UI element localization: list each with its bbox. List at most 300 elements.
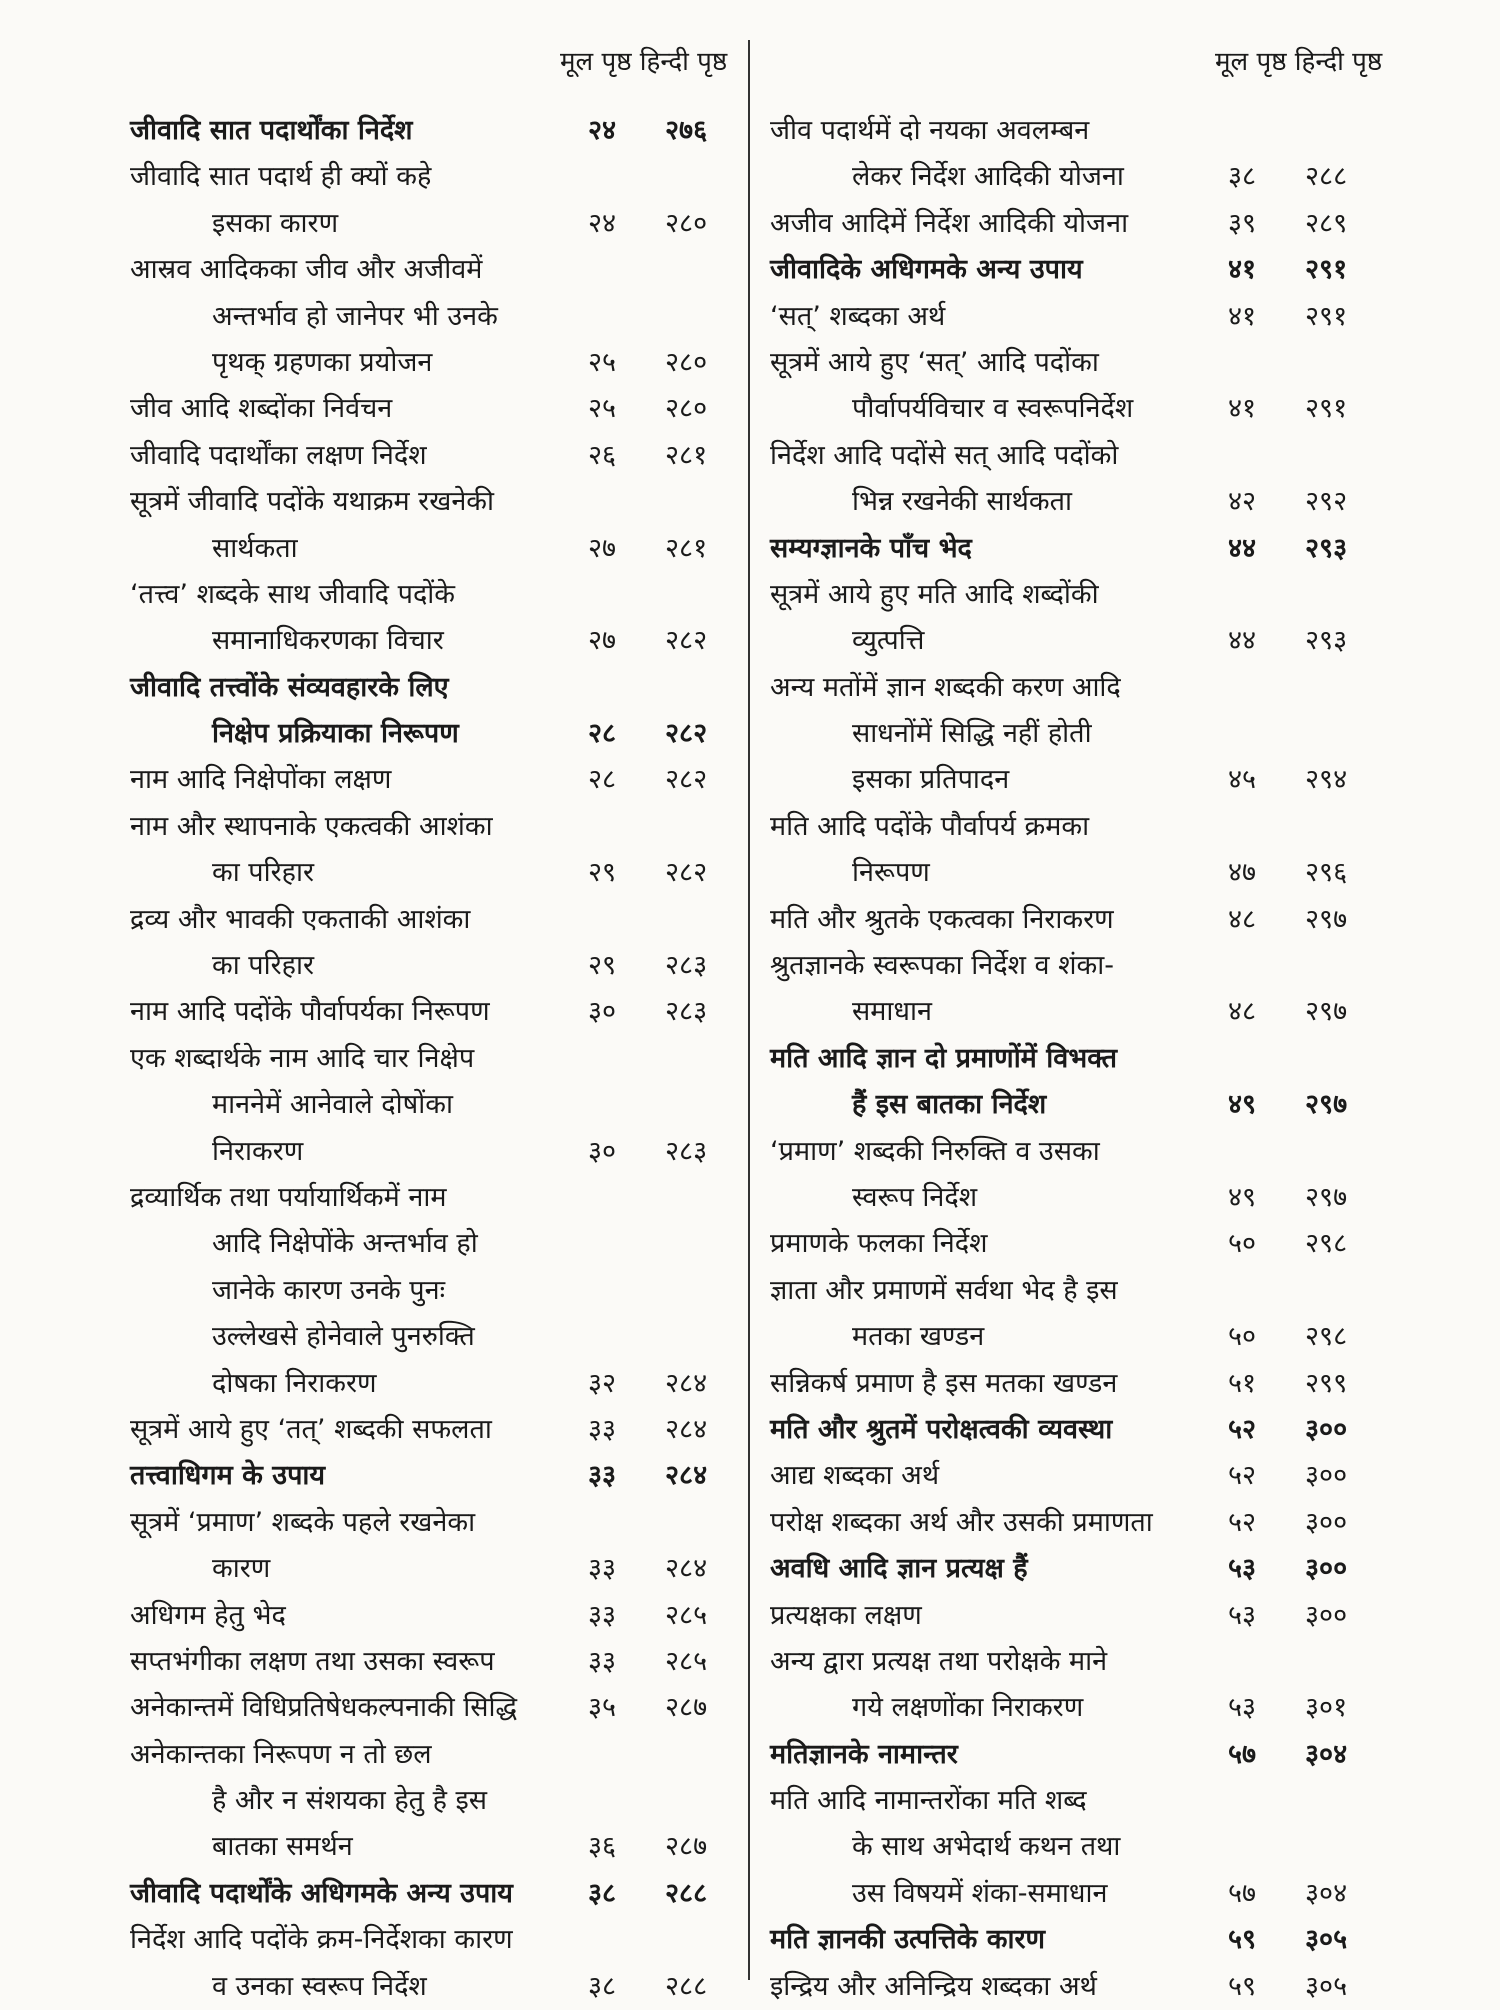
entry-text: गये लक्षणोंका निराकरण	[852, 1692, 1084, 1724]
entry-text: ‘तत्त्व’ शब्दके साथ जीवादि पदोंके	[130, 578, 456, 610]
entry-line	[130, 1778, 750, 1824]
entry-text: नाम और स्थापनाके एकत्वकी आशंका	[130, 810, 493, 842]
entry-text: व उनका स्वरूप निर्देश	[212, 1970, 427, 2002]
entry-text: सार्थकता	[212, 532, 298, 564]
entry-line	[130, 804, 750, 850]
index-entry	[130, 1453, 750, 1499]
original-page-number: ५०	[1228, 1321, 1257, 1353]
hindi-page-number: २९७	[1305, 903, 1348, 935]
index-entry	[130, 1593, 750, 1639]
entry-text: दोषका निराकरण	[212, 1367, 377, 1399]
original-page-number: ४९	[1228, 1089, 1257, 1121]
entry-text: प्रत्यक्षका लक्षण	[770, 1599, 922, 1631]
entry-text: सम्यग्ज्ञानके पाँच भेद	[770, 532, 972, 564]
entry-text: अनेकान्तका निरूपण न तो छल	[130, 1738, 432, 1770]
hindi-page-number: २८२	[665, 718, 708, 750]
entry-line	[770, 1685, 1390, 1731]
original-page-number: ४४	[1228, 625, 1257, 657]
entry-text: सन्निकर्ष प्रमाण है इस मतका खण्डन	[770, 1367, 1118, 1399]
index-entry	[130, 1917, 750, 2010]
hindi-page-number: ३०५	[1305, 1970, 1348, 2002]
entry-line	[770, 897, 1390, 943]
entry-text: सूत्रमें आये हुए ‘तत्’ शब्दकी सफलता	[130, 1413, 492, 1445]
entry-text: उस विषयमें शंका-समाधान	[852, 1877, 1108, 1909]
entry-line	[130, 618, 750, 664]
original-page-number: ५३	[1228, 1553, 1257, 1585]
hindi-page-number: ३००	[1305, 1460, 1348, 1492]
entry-text: ‘सत्’ शब्दका अर्थ	[770, 300, 946, 332]
hindi-page-number: २९२	[1305, 486, 1348, 518]
entry-line	[130, 1175, 750, 1221]
index-entry	[130, 108, 750, 154]
entry-text: ‘प्रमाण’ शब्दकी निरुक्ति व उसका	[770, 1135, 1100, 1167]
entry-text: साधनोंमें सिद्धि नहीं होती	[852, 718, 1092, 750]
index-entry	[770, 526, 1390, 572]
index-entry	[770, 1593, 1390, 1639]
entry-line	[130, 1453, 750, 1499]
original-page-number: ३३	[588, 1645, 617, 1677]
hindi-page-number: २८२	[665, 857, 708, 889]
hindi-page-number: २९१	[1305, 254, 1348, 286]
entry-text: के साथ अभेदार्थ कथन तथा	[852, 1831, 1121, 1863]
index-entry	[130, 247, 750, 386]
entry-text: पौर्वापर्यविचार व स्वरूपनिर्देश	[852, 393, 1134, 425]
index-entry	[770, 340, 1390, 433]
entry-text: जीव आदि शब्दोंका निर्वचन	[130, 393, 393, 425]
entry-text: नाम आदि निक्षेपोंका लक्षण	[130, 764, 392, 796]
hindi-page-number: २९७	[1305, 1089, 1348, 1121]
entry-line	[130, 479, 750, 525]
index-entry	[770, 433, 1390, 526]
hindi-page-number: ३००	[1305, 1553, 1348, 1585]
index-entry	[130, 989, 750, 1035]
entry-line	[770, 479, 1390, 525]
entry-line	[770, 201, 1390, 247]
original-page-number: ४१	[1228, 300, 1257, 332]
entry-line	[130, 108, 750, 154]
index-entry	[130, 757, 750, 803]
index-entry	[770, 804, 1390, 897]
entry-line	[770, 665, 1390, 711]
original-page-number: ३३	[588, 1599, 617, 1631]
index-entry	[770, 201, 1390, 247]
hindi-page-number: २८८	[665, 1970, 708, 2002]
index-entry	[130, 897, 750, 990]
entry-line	[130, 386, 750, 432]
entry-text: निरूपण	[852, 857, 930, 889]
original-page-number: ५७	[1228, 1738, 1257, 1770]
original-page-number: २८	[588, 764, 617, 796]
hindi-page-number: २९४	[1305, 764, 1348, 796]
entry-line	[770, 1175, 1390, 1221]
index-entry	[770, 1546, 1390, 1592]
entry-text: एक शब्दार्थके नाम आदि चार निक्षेप	[130, 1042, 475, 1074]
entry-text: मति और श्रुतमें परोक्षत्वकी व्यवस्था	[770, 1413, 1113, 1445]
index-entry	[130, 1732, 750, 1871]
index-entry	[130, 1407, 750, 1453]
index-entry	[130, 665, 750, 758]
entry-text: सूत्रमें ‘प्रमाण’ शब्दके पहले रखनेका	[130, 1506, 476, 1538]
hindi-page-number: २८२	[665, 764, 708, 796]
original-page-number: ५२	[1228, 1506, 1257, 1538]
entry-text: का परिहार	[212, 857, 315, 889]
hindi-page-number: २८९	[1305, 207, 1348, 239]
hindi-page-number: ३०१	[1305, 1692, 1348, 1724]
entry-line	[130, 247, 750, 293]
hindi-page-number: २८५	[665, 1599, 708, 1631]
entry-line	[130, 433, 750, 479]
entry-text: भिन्न रखनेकी सार्थकता	[852, 486, 1072, 518]
hindi-page-number: ३००	[1305, 1506, 1348, 1538]
entry-text: मति और श्रुतके एकत्वका निराकरण	[770, 903, 1114, 935]
original-page-number: ५९	[1228, 1970, 1257, 2002]
index-column-right	[770, 108, 1390, 2010]
index-entry	[130, 1639, 750, 1685]
entry-text: अधिगम हेतु भेद	[130, 1599, 286, 1631]
hindi-page-number: २९१	[1305, 300, 1348, 332]
entry-line	[130, 1221, 750, 1267]
hindi-page-number: २८०	[665, 207, 708, 239]
entry-text: मतिज्ञानके नामान्तर	[770, 1738, 958, 1770]
entry-line	[130, 1685, 750, 1731]
entry-line	[770, 1917, 1390, 1963]
original-page-number: ५३	[1228, 1692, 1257, 1724]
index-entry	[130, 433, 750, 479]
entry-text: व्युत्पत्ति	[852, 625, 925, 657]
entry-text: समाधान	[852, 996, 932, 1028]
entry-line	[770, 757, 1390, 803]
entry-text: जीव पदार्थमें दो नयका अवलम्बन	[770, 115, 1090, 146]
original-page-number: ४७	[1228, 857, 1257, 889]
entry-text: सप्तभंगीका लक्षण तथा उसका स्वरूप	[130, 1645, 495, 1677]
entry-line	[770, 1964, 1390, 2010]
hindi-page-number: २८४	[665, 1460, 708, 1492]
entry-text: उल्लेखसे होनेवाले पुनरुक्ति	[212, 1321, 475, 1353]
entry-line	[130, 1268, 750, 1314]
entry-text: सूत्रमें जीवादि पदोंके यथाक्रम रखनेकी	[130, 486, 495, 518]
entry-text: मति ज्ञानकी उत्पत्तिके कारण	[770, 1924, 1046, 1956]
entry-line	[130, 1639, 750, 1685]
entry-line	[770, 433, 1390, 479]
entry-text: जीवादिके अधिगमके अन्य उपाय	[770, 254, 1083, 286]
index-entry	[770, 897, 1390, 943]
entry-text: निर्देश आदि पदोंसे सत् आदि पदोंको	[770, 439, 1119, 471]
entry-text: अजीव आदिमें निर्देश आदिकी योजना	[770, 207, 1129, 239]
original-page-number: २७	[588, 625, 617, 657]
hindi-page-number: २८१	[665, 439, 708, 471]
entry-line	[770, 572, 1390, 618]
entry-line	[770, 804, 1390, 850]
original-page-number: ४२	[1228, 486, 1257, 518]
entry-line	[130, 1964, 750, 2010]
entry-text: अन्तर्भाव हो जानेपर भी उनके	[212, 300, 498, 332]
hindi-page-number: २८२	[665, 625, 708, 657]
entry-text: ज्ञाता और प्रमाणमें सर्वथा भेद है इस	[770, 1274, 1118, 1306]
entry-text: जानेके कारण उनके पुनः	[212, 1274, 446, 1306]
entry-text: निक्षेप प्रक्रियाका निरूपण	[212, 718, 459, 750]
hindi-page-number: २७६	[665, 115, 708, 146]
original-page-number: ३६	[588, 1831, 617, 1863]
original-page-number: २७	[588, 532, 617, 564]
index-entry	[130, 386, 750, 432]
original-page-number: ५२	[1228, 1460, 1257, 1492]
hindi-page-number: २८८	[1305, 161, 1348, 193]
original-page-number: ३०	[588, 996, 617, 1028]
entry-text: सूत्रमें आये हुए मति आदि शब्दोंकी	[770, 578, 1099, 610]
entry-line	[770, 1221, 1390, 1267]
entry-text: लेकर निर्देश आदिकी योजना	[852, 161, 1124, 193]
entry-line	[770, 1593, 1390, 1639]
index-entry	[770, 572, 1390, 665]
index-entry	[770, 1732, 1390, 1778]
hindi-page-number: २८८	[665, 1877, 708, 1909]
entry-text: माननेमें आनेवाले दोषोंका	[212, 1089, 453, 1121]
column-header-right: मूल पृष्ठ हिन्दी पृष्ठ	[1215, 47, 1383, 77]
original-page-number: ३२	[588, 1367, 617, 1399]
original-page-number: ५१	[1228, 1367, 1257, 1399]
entry-text: द्रव्य और भावकी एकताकी आशंका	[130, 903, 471, 935]
index-entry	[130, 1175, 750, 1407]
entry-text: परोक्ष शब्दका अर्थ और उसकी प्रमाणता	[770, 1506, 1153, 1538]
entry-line	[770, 1314, 1390, 1360]
index-entry	[770, 1129, 1390, 1222]
hindi-page-number: २८४	[665, 1413, 708, 1445]
entry-line	[770, 247, 1390, 293]
hindi-page-number: २८७	[665, 1692, 708, 1724]
entry-line	[770, 989, 1390, 1035]
entry-text: जीवादि पदार्थोंके अधिगमके अन्य उपाय	[130, 1877, 513, 1909]
entry-line	[130, 201, 750, 247]
entry-line	[770, 1778, 1390, 1824]
original-page-number: ४९	[1228, 1181, 1257, 1213]
original-page-number: ३९	[1228, 207, 1257, 239]
original-page-number: ५०	[1228, 1228, 1257, 1260]
entry-line	[770, 943, 1390, 989]
entry-line	[130, 943, 750, 989]
original-page-number: ४८	[1228, 903, 1257, 935]
original-page-number: ४५	[1228, 764, 1257, 796]
hindi-page-number: २९१	[1305, 393, 1348, 425]
hindi-page-number: २९३	[1305, 532, 1348, 564]
hindi-page-number: २८३	[665, 996, 708, 1028]
entry-line	[770, 1407, 1390, 1453]
index-entry	[770, 1361, 1390, 1407]
original-page-number: ४१	[1228, 393, 1257, 425]
entry-line	[770, 850, 1390, 896]
hindi-page-number: २९३	[1305, 625, 1348, 657]
entry-text: जीवादि सात पदार्थोंका निर्देश	[130, 115, 413, 146]
original-page-number: २४	[588, 115, 617, 146]
entry-text: है और न संशयका हेतु है इस	[212, 1785, 488, 1817]
entry-line	[130, 1500, 750, 1546]
entry-line	[130, 1917, 750, 1963]
original-page-number: ३३	[588, 1460, 617, 1492]
original-page-number: ३५	[588, 1692, 617, 1724]
entry-line	[770, 1824, 1390, 1870]
entry-line	[770, 1871, 1390, 1917]
entry-line	[130, 1871, 750, 1917]
original-page-number: २५	[588, 346, 617, 378]
original-page-number: ५७	[1228, 1877, 1257, 1909]
original-page-number: २९	[588, 950, 617, 982]
index-entry	[770, 1268, 1390, 1361]
index-entry	[130, 479, 750, 572]
hindi-page-number: ३००	[1305, 1599, 1348, 1631]
index-entry	[770, 1407, 1390, 1453]
index-entry	[130, 1871, 750, 1917]
entry-line	[770, 1082, 1390, 1128]
index-entry	[770, 1221, 1390, 1267]
original-page-number: २४	[588, 207, 617, 239]
entry-text: अवधि आदि ज्ञान प्रत्यक्ष हैं	[770, 1553, 1028, 1585]
entry-line	[130, 1129, 750, 1175]
original-page-number: २६	[588, 439, 617, 471]
index-entry	[770, 1778, 1390, 1917]
original-page-number: २५	[588, 393, 617, 425]
entry-line	[770, 1732, 1390, 1778]
hindi-page-number: २९६	[1305, 857, 1348, 889]
hindi-page-number: २८४	[665, 1553, 708, 1585]
entry-line	[770, 1361, 1390, 1407]
index-entry	[130, 1036, 750, 1175]
entry-line	[130, 1036, 750, 1082]
entry-text: अनेकान्तमें विधिप्रतिषेधकल्पनाकी सिद्धि	[130, 1692, 518, 1724]
entry-text: नाम आदि पदोंके पौर्वापर्यका निरूपण	[130, 996, 490, 1028]
entry-text: तत्त्वाधिगम के उपाय	[130, 1460, 326, 1492]
entry-text: इसका प्रतिपादन	[852, 764, 1010, 796]
hindi-page-number: २८३	[665, 950, 708, 982]
entry-line	[770, 386, 1390, 432]
index-entry	[770, 1964, 1390, 2010]
entry-line	[130, 1407, 750, 1453]
entry-line	[770, 108, 1390, 154]
index-entry	[770, 1036, 1390, 1129]
entry-line	[770, 1639, 1390, 1685]
entry-line	[130, 1314, 750, 1360]
hindi-page-number: २८५	[665, 1645, 708, 1677]
entry-text: कारण	[212, 1553, 271, 1585]
hindi-page-number: २९८	[1305, 1228, 1348, 1260]
index-entry	[770, 943, 1390, 1036]
entry-text: बातका समर्थन	[212, 1831, 353, 1863]
index-entry	[770, 247, 1390, 293]
entry-text: श्रुतज्ञानके स्वरूपका निर्देश व शंका-	[770, 950, 1114, 982]
original-page-number: ५२	[1228, 1413, 1257, 1445]
entry-line	[130, 154, 750, 200]
original-page-number: ३८	[588, 1970, 617, 2002]
entry-line	[770, 1500, 1390, 1546]
hindi-page-number: २८०	[665, 346, 708, 378]
index-entry	[770, 665, 1390, 804]
entry-line	[770, 154, 1390, 200]
original-page-number: २९	[588, 857, 617, 889]
entry-line	[130, 526, 750, 572]
entry-line	[130, 340, 750, 386]
entry-line	[770, 618, 1390, 664]
original-page-number: ५३	[1228, 1599, 1257, 1631]
hindi-page-number: २८४	[665, 1367, 708, 1399]
hindi-page-number: २९७	[1305, 1181, 1348, 1213]
entry-text: प्रमाणके फलका निर्देश	[770, 1228, 988, 1260]
entry-line	[770, 340, 1390, 386]
entry-text: आदि निक्षेपोंके अन्तर्भाव हो	[212, 1228, 478, 1260]
entry-line	[130, 897, 750, 943]
index-entry	[130, 154, 750, 247]
entry-text: सूत्रमें आये हुए ‘सत्’ आदि पदोंका	[770, 346, 1099, 378]
hindi-page-number: ३०५	[1305, 1924, 1348, 1956]
entry-line	[130, 757, 750, 803]
original-page-number: ५९	[1228, 1924, 1257, 1956]
entry-text: निर्देश आदि पदोंके क्रम-निर्देशका कारण	[130, 1924, 513, 1956]
entry-line	[130, 294, 750, 340]
hindi-page-number: २८३	[665, 1135, 708, 1167]
hindi-page-number: ३०४	[1305, 1738, 1348, 1770]
original-page-number: ४१	[1228, 254, 1257, 286]
index-entry	[770, 1500, 1390, 1546]
entry-line	[130, 1546, 750, 1592]
entry-line	[770, 526, 1390, 572]
entry-line	[130, 1082, 750, 1128]
entry-text: मति आदि ज्ञान दो प्रमाणोंमें विभक्त	[770, 1042, 1118, 1074]
entry-line	[130, 665, 750, 711]
hindi-page-number: २८०	[665, 393, 708, 425]
hindi-page-number: २९८	[1305, 1321, 1348, 1353]
entry-line	[770, 1129, 1390, 1175]
entry-text: द्रव्यार्थिक तथा पर्यायार्थिकमें नाम	[130, 1181, 447, 1213]
entry-text: मति आदि नामान्तरोंका मति शब्द	[770, 1785, 1087, 1817]
original-page-number: ४८	[1228, 996, 1257, 1028]
entry-text: पृथक् ग्रहणका प्रयोजन	[212, 346, 433, 378]
entry-text: अन्य द्वारा प्रत्यक्ष तथा परोक्षके माने	[770, 1645, 1108, 1677]
entry-text: हैं इस बातका निर्देश	[852, 1089, 1047, 1121]
index-entry	[770, 294, 1390, 340]
hindi-page-number: २९९	[1305, 1367, 1348, 1399]
entry-text: अन्य मतोंमें ज्ञान शब्दकी करण आदि	[770, 671, 1121, 703]
entry-line	[130, 850, 750, 896]
entry-text: इसका कारण	[212, 207, 339, 239]
original-page-number: ३३	[588, 1413, 617, 1445]
index-entry	[130, 1500, 750, 1593]
hindi-page-number: २८७	[665, 1831, 708, 1863]
original-page-number: ४४	[1228, 532, 1257, 564]
entry-line	[130, 1824, 750, 1870]
entry-text: जीवादि सात पदार्थ ही क्यों कहे	[130, 161, 432, 193]
entry-text: मति आदि पदोंके पौर्वापर्य क्रमका	[770, 810, 1090, 842]
entry-line	[130, 989, 750, 1035]
hindi-page-number: २९७	[1305, 996, 1348, 1028]
hindi-page-number: ३००	[1305, 1413, 1348, 1445]
index-column-left	[130, 108, 750, 2010]
entry-line	[130, 711, 750, 757]
index-entry	[130, 572, 750, 665]
index-entry	[770, 108, 1390, 201]
index-entry	[770, 1453, 1390, 1499]
entry-text: मतका खण्डन	[852, 1321, 985, 1353]
original-page-number: २८	[588, 718, 617, 750]
entry-line	[130, 1732, 750, 1778]
original-page-number: ३०	[588, 1135, 617, 1167]
entry-line	[770, 711, 1390, 757]
entry-text: जीवादि तत्त्वोंके संव्यवहारके लिए	[130, 671, 449, 703]
entry-line	[130, 572, 750, 618]
hindi-page-number: २८१	[665, 532, 708, 564]
hindi-page-number: ३०४	[1305, 1877, 1348, 1909]
entry-text: जीवादि पदार्थोंका लक्षण निर्देश	[130, 439, 427, 471]
entry-text: इन्द्रिय और अनिन्द्रिय शब्दका अर्थ	[770, 1970, 1097, 2002]
entry-line	[770, 1036, 1390, 1082]
original-page-number: ३८	[588, 1877, 617, 1909]
index-entry	[130, 1685, 750, 1731]
